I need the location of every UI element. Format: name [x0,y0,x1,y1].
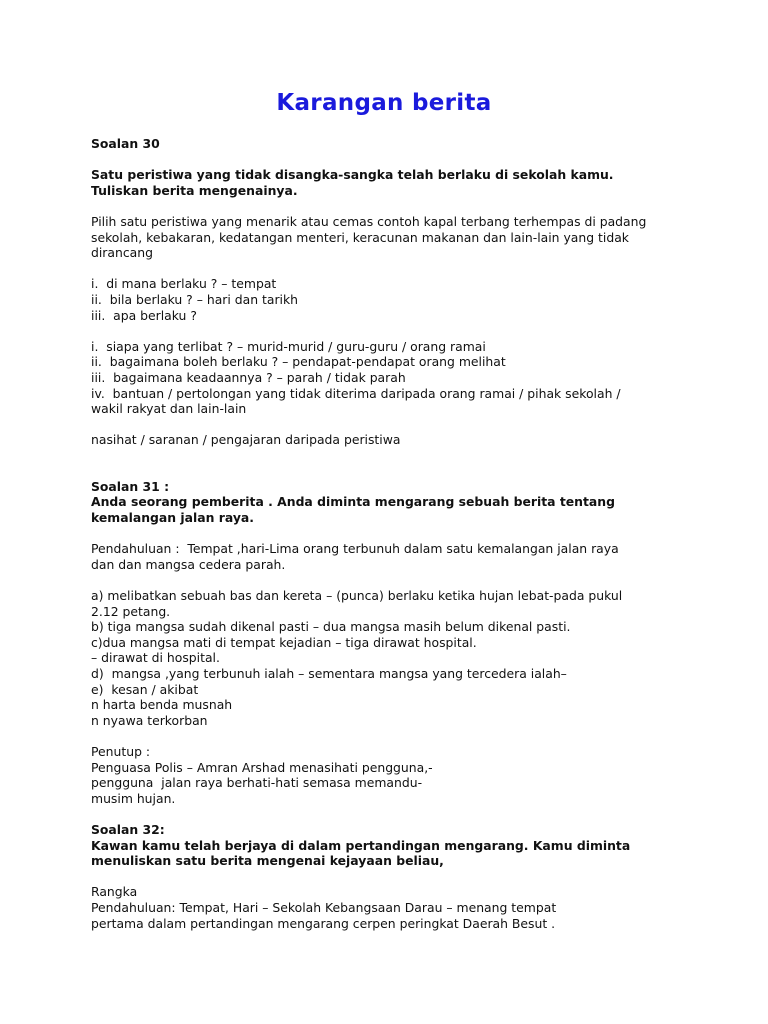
paragraph-line: nasihat / saranan / pengajaran daripada peristiwa [91,432,401,448]
section-heading-soalan-32: Soalan 32: [91,821,165,837]
list-item: – dirawat di hospital. [91,650,220,666]
list-item: 2.12 petang. [91,603,171,619]
question-line: Tuliskan berita mengenainya. [91,182,298,198]
list-item: iii. apa berlaku ? [91,307,197,323]
paragraph-line: musim hujan. [91,790,176,806]
paragraph-line: pengguna jalan raya berhati-hati semasa memandu- [91,775,423,791]
list-item: d) mangsa ,yang terbunuh ialah – sementara mangsa yang tercedera ialah– [91,666,567,681]
list-item: iv. bantuan / pertolongan yang tidak diterima daripada orang ramai / pihak sekolah / [91,385,621,401]
list-item: n harta benda musnah [91,697,233,713]
paragraph-line: pertama dalam pertandingan mengarang cerpen peringkat Daerah Besut . [91,915,556,931]
list-item: n nyawa terkorban [91,712,208,728]
question-line: Anda seorang pemberita . Anda diminta mengarang sebuah berita tentang [91,494,615,510]
section-heading-soalan-31: Soalan 31 : [91,478,170,494]
page-title: Karangan berita [276,90,492,116]
list-item: c)dua mangsa mati di tempat kejadian – tiga dirawat hospital. [91,634,477,650]
question-line: kemalangan jalan raya. [91,510,254,526]
question-line: Kawan kamu telah berjaya di dalam pertandingan mengarang. Kamu diminta [91,837,631,853]
section-heading-soalan-30: Soalan 30 [91,136,160,151]
question-line: menuliskan satu berita mengenai kejayaan beliau, [91,853,444,869]
paragraph-line: Pilih satu peristiwa yang menarik atau cemas contoh kapal terbang terhempas di padang [91,213,647,229]
paragraph-line: Penutup : [91,743,151,759]
paragraph-line: Rangka [91,884,138,900]
paragraph-line: sekolah, kebakaran, kedatangan menteri, keracunan makanan dan lain-lain yang tidak [91,229,629,245]
list-item: ii. bagaimana boleh berlaku ? – pendapat-pendapat orang melihat [91,354,506,370]
question-line: Satu peristiwa yang tidak disangka-sangka telah berlaku di sekolah kamu. [91,167,614,183]
list-item: e) kesan / akibat [91,681,199,697]
paragraph-line: Penguasa Polis – Amran Arshad menasihati pengguna,- [91,759,433,775]
paragraph-line: dirancang [91,245,153,261]
list-item: i. siapa yang terlibat ? – murid-murid / guru-guru / orang ramai [91,338,486,354]
list-item: iii. bagaimana keadaannya ? – parah / tidak parah [91,369,406,385]
list-item: a) melibatkan sebuah bas dan kereta – (punca) berlaku ketika hujan lebat-pada pukul [91,588,623,604]
list-item: i. di mana berlaku ? – tempat [91,276,277,292]
paragraph-line: Pendahuluan : Tempat ,hari-Lima orang terbunuh dalam satu kemalangan jalan raya [91,541,619,557]
document-body [91,136,691,931]
list-item: wakil rakyat dan lain-lain [91,401,247,417]
paragraph-line: dan dan mangsa cedera parah. [91,556,286,572]
list-item: ii. bila berlaku ? – hari dan tarikh [91,291,299,307]
list-item: b) tiga mangsa sudah dikenal pasti – dua mangsa masih belum dikenal pasti. [91,619,571,635]
paragraph-line: Pendahuluan: Tempat, Hari – Sekolah Kebangsaan Darau – menang tempat [91,899,557,915]
